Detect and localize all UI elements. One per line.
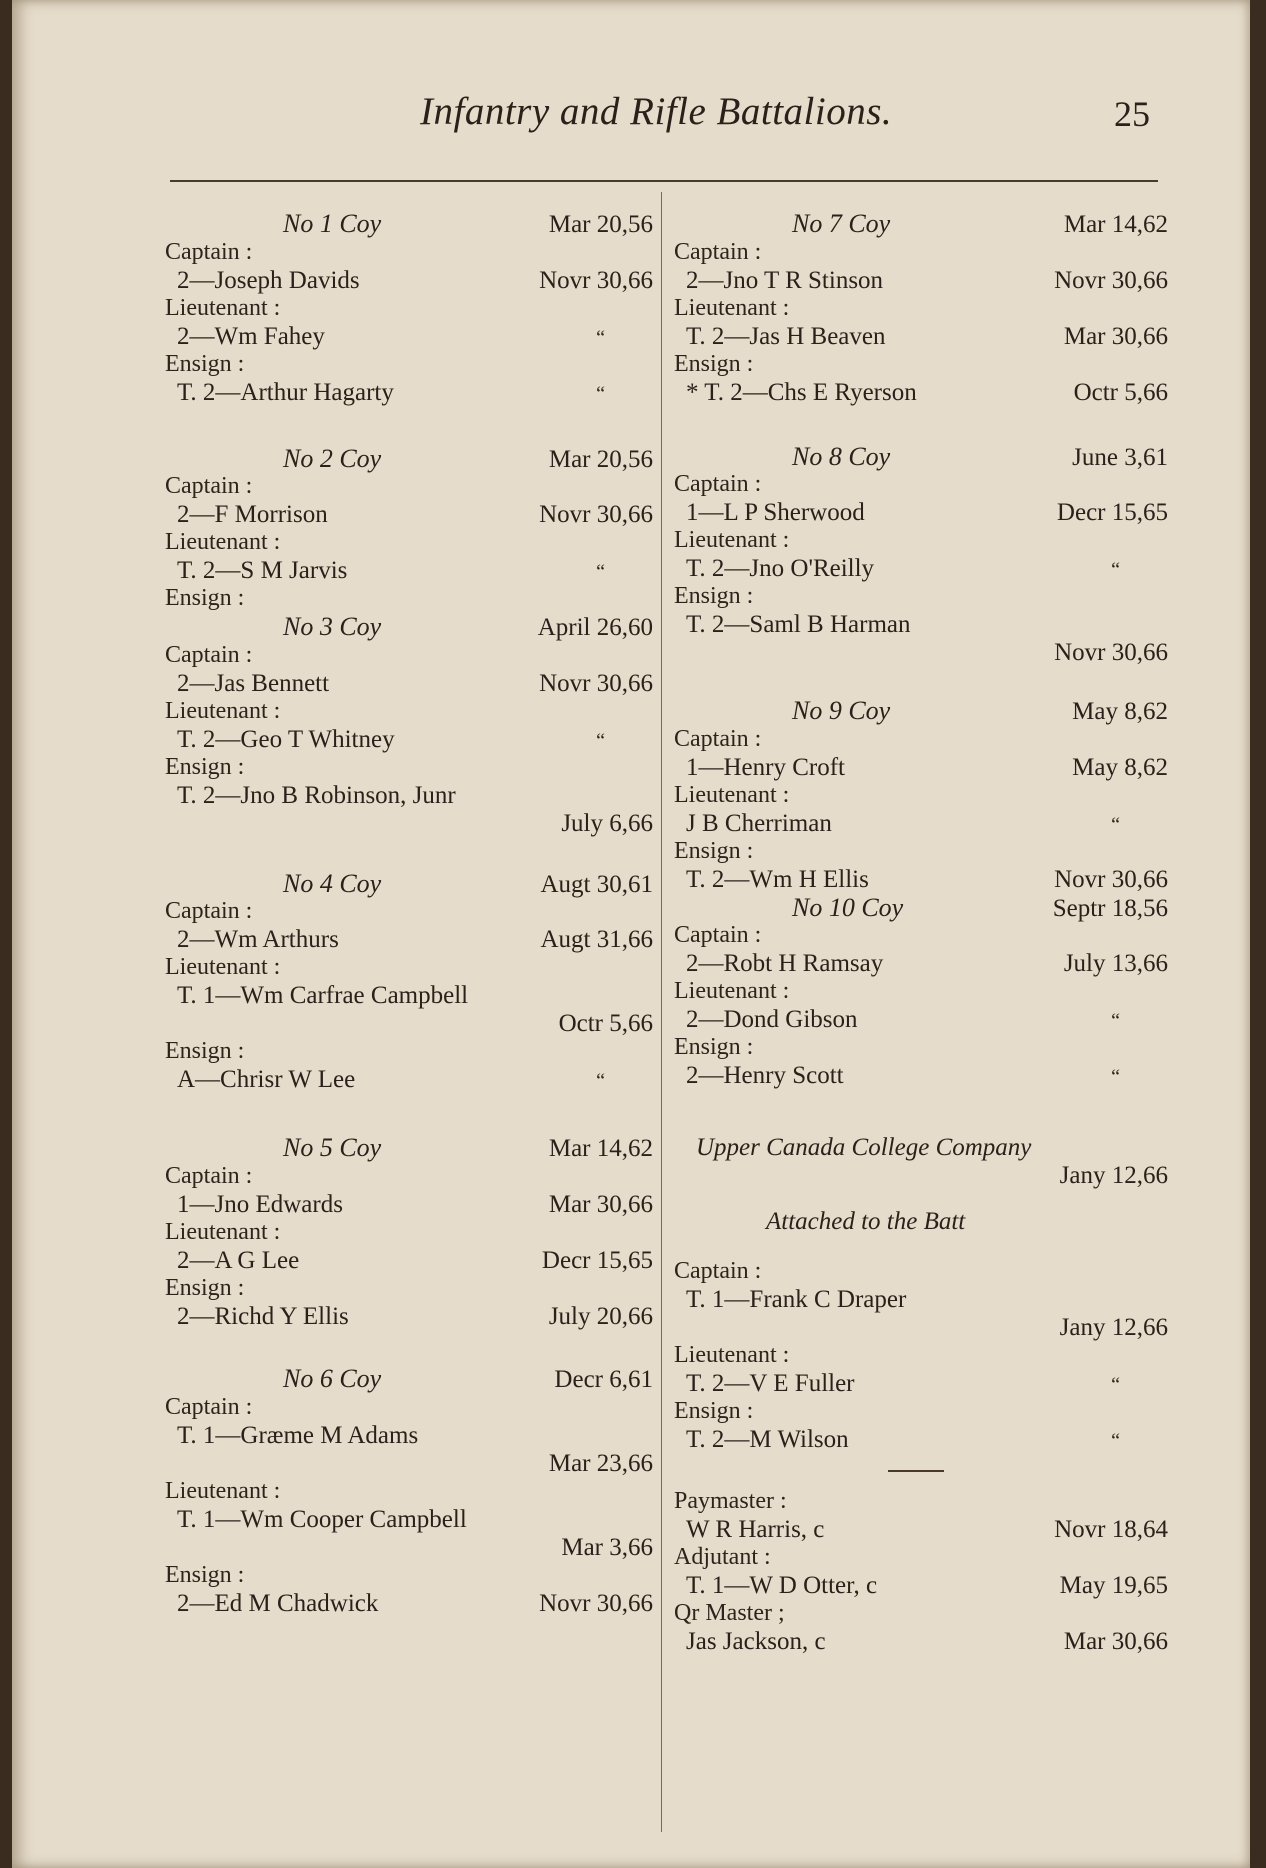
officer-date: Novr 30,66: [539, 266, 653, 294]
officer-date: Decr 15,65: [1056, 499, 1168, 527]
officer-date: Jany 12,66: [1059, 1314, 1168, 1342]
officer-name: T. 2—Jno O'Reilly: [686, 555, 875, 583]
officer-name: T. 2—Arthur Hagarty: [177, 378, 394, 406]
officer-name: 2—Joseph Davids: [177, 266, 360, 294]
officer-name: 1—Henry Croft: [686, 753, 845, 781]
officer-date: May 19,65: [1059, 1572, 1168, 1600]
ditto-mark: “: [1111, 1374, 1120, 1397]
company-date: Mar 20,56: [548, 445, 653, 473]
officer-date: Mar 30,66: [548, 1190, 653, 1218]
rank-label: Captain :: [674, 725, 762, 752]
college-company-heading: Upper Canada College Company: [696, 1134, 1032, 1162]
officer-date: Novr 30,66: [539, 501, 653, 529]
rank-label: Captain :: [165, 473, 253, 500]
officer-name: * T. 2—Chs E Ryerson: [686, 378, 917, 406]
company-date: Mar 14,62: [1063, 211, 1168, 238]
company-heading: No 5 Coy: [283, 1133, 382, 1163]
rank-label: Captain :: [165, 238, 253, 265]
officer-name: T. 2—S M Jarvis: [177, 557, 348, 585]
officer-name: T. 2—M Wilson: [686, 1426, 849, 1454]
right-column: [674, 210, 1168, 1656]
company-date: Augt 30,61: [540, 870, 653, 898]
rank-label: Ensign :: [165, 1561, 245, 1588]
rank-label: Lieutenant :: [674, 781, 790, 808]
company-block: [674, 210, 1168, 407]
company-heading: No 3 Coy: [283, 612, 382, 642]
officer-name: T. 1—Wm Carfrae Campbell: [177, 982, 469, 1010]
officer-name: T. 2—Jas H Beaven: [686, 322, 886, 350]
officer-date: Decr 15,65: [541, 1246, 653, 1274]
rank-label: Lieutenant :: [674, 1342, 790, 1369]
company-heading: No 1 Coy: [283, 209, 382, 238]
column-divider: [661, 192, 662, 1832]
ditto-mark: “: [596, 326, 605, 349]
page-title: Infantry and Rifle Battalions.: [420, 90, 893, 133]
company-date: Mar 20,56: [548, 211, 653, 238]
rank-label: Ensign :: [674, 350, 754, 377]
rank-label: Captain :: [165, 641, 253, 668]
officer-name: 2—Henry Scott: [686, 1062, 844, 1090]
company-block: [165, 1365, 653, 1618]
company-block: [165, 613, 653, 838]
rank-label: Captain :: [165, 1393, 253, 1420]
rank-label: Ensign :: [165, 753, 245, 780]
company-date: Decr 6,61: [554, 1365, 653, 1393]
company-heading: No 10 Coy: [792, 892, 904, 922]
officer-date: July 13,66: [1063, 950, 1168, 978]
officer-name: 2—Robt H Ramsay: [686, 950, 884, 978]
officer-name: 2—Richd Y Ellis: [177, 1302, 349, 1330]
officer-name: 2—Jno T R Stinson: [686, 266, 884, 294]
company-heading: No 7 Coy: [792, 209, 891, 238]
officer-name: 2—Wm Fahey: [177, 322, 325, 350]
rank-label: Lieutenant :: [165, 1477, 281, 1504]
rank-label: Captain :: [165, 898, 253, 925]
officer-date: Mar 30,66: [1063, 322, 1168, 350]
officer-name: 2—Wm Arthurs: [177, 926, 339, 954]
left-column: [165, 210, 653, 1618]
officer-name: 2—Ed M Chadwick: [177, 1589, 379, 1617]
company-heading: No 6 Coy: [283, 1363, 382, 1393]
company-block: [674, 443, 1168, 668]
officer-name: 2—F Morrison: [177, 501, 328, 529]
officer-name: A—Chrisr W Lee: [177, 1066, 356, 1094]
rank-label: Qr Master ;: [674, 1600, 785, 1627]
staff-block: [674, 1488, 1168, 1656]
rank-label: Ensign :: [674, 1034, 754, 1061]
rank-label: Lieutenant :: [165, 697, 281, 724]
rank-label: Captain :: [674, 922, 762, 949]
company-block: [674, 697, 1168, 894]
officer-date: Octr 5,66: [558, 1010, 653, 1038]
officer-name: W R Harris, c: [686, 1516, 825, 1544]
officer-date: Octr 5,66: [1073, 378, 1168, 406]
company-heading: No 4 Coy: [283, 868, 382, 898]
document-page: [12, 0, 1250, 1868]
company-block: [674, 894, 1168, 1091]
ditto-mark: “: [596, 382, 605, 405]
ditto-mark: “: [1111, 559, 1120, 582]
officer-date: Augt 31,66: [540, 926, 653, 954]
officer-name: T. 1—W D Otter, c: [686, 1572, 878, 1600]
rank-label: Ensign :: [165, 585, 245, 612]
rank-label: Captain :: [674, 471, 762, 498]
company-date: May 8,62: [1072, 698, 1168, 726]
officer-name: Jas Jackson, c: [686, 1628, 826, 1656]
officer-date: Novr 30,66: [1054, 639, 1168, 667]
attached-note: Attached to the Batt: [766, 1208, 966, 1236]
officer-name: J B Cherriman: [686, 809, 832, 837]
rank-label: Ensign :: [165, 350, 245, 377]
company-date: Jany 12,66: [1059, 1162, 1168, 1190]
college-company-block: [674, 1134, 1168, 1454]
ditto-mark: “: [1111, 1010, 1120, 1033]
ditto-mark: “: [596, 561, 605, 584]
company-block: [165, 445, 653, 614]
rank-label: Lieutenant :: [165, 529, 281, 556]
officer-name: 1—L P Sherwood: [686, 499, 865, 527]
ditto-mark: “: [1111, 813, 1120, 836]
officer-name: T. 1—Græme M Adams: [177, 1421, 419, 1449]
company-heading: No 2 Coy: [283, 443, 382, 473]
officer-name: T. 1—Wm Cooper Campbell: [177, 1505, 467, 1533]
rank-label: Ensign :: [674, 1398, 754, 1425]
officer-name: 2—Dond Gibson: [686, 1006, 858, 1034]
rank-label: Captain :: [674, 1258, 762, 1285]
officer-name: 2—A G Lee: [177, 1246, 300, 1274]
ditto-mark: “: [1111, 1430, 1120, 1453]
officer-date: Novr 30,66: [539, 1589, 653, 1617]
officer-name: T. 2—Saml B Harman: [686, 611, 911, 639]
ditto-mark: “: [596, 729, 605, 752]
rank-label: Lieutenant :: [674, 527, 790, 554]
company-heading: No 9 Coy: [792, 696, 891, 726]
officer-name: T. 1—Frank C Draper: [686, 1286, 907, 1314]
rank-label: Lieutenant :: [674, 294, 790, 321]
officer-name: T. 2—Geo T Whitney: [177, 725, 395, 753]
officer-date: July 20,66: [548, 1302, 653, 1330]
company-block: [165, 870, 653, 1095]
ditto-mark: “: [1111, 1066, 1120, 1089]
header-rule: [170, 180, 1158, 182]
company-date: June 3,61: [1072, 443, 1168, 471]
officer-date: Novr 18,64: [1054, 1516, 1168, 1544]
officer-name: T. 2—Jno B Robinson, Junr: [177, 781, 456, 809]
company-date: Mar 14,62: [548, 1135, 653, 1163]
page-number: 25: [1114, 94, 1150, 134]
officer-date: Mar 30,66: [1063, 1628, 1168, 1656]
officer-date: May 8,62: [1072, 753, 1168, 781]
rank-label: Captain :: [674, 238, 762, 265]
officer-date: Novr 30,66: [1054, 266, 1168, 294]
company-date: April 26,60: [537, 614, 653, 642]
officer-date: Novr 30,66: [539, 669, 653, 697]
rank-label: Ensign :: [674, 837, 754, 864]
officer-date: July 6,66: [561, 809, 653, 837]
company-block: [165, 1134, 653, 1331]
page-header: [12, 85, 1250, 145]
officer-name: 2—Jas Bennett: [177, 669, 330, 697]
rank-label: Adjutant :: [674, 1544, 771, 1571]
rank-label: Lieutenant :: [165, 954, 281, 981]
rank-label: Lieutenant :: [674, 978, 790, 1005]
officer-date: Mar 3,66: [561, 1533, 653, 1561]
rank-label: Paymaster :: [674, 1488, 787, 1515]
company-date: Septr 18,56: [1052, 894, 1168, 922]
rank-label: Ensign :: [165, 1274, 245, 1301]
officer-date: Mar 23,66: [548, 1449, 653, 1477]
officer-name: T. 2—V E Fuller: [686, 1370, 855, 1398]
officer-name: T. 2—Wm H Ellis: [686, 865, 869, 893]
rank-label: Ensign :: [674, 583, 754, 610]
company-block: [165, 210, 653, 407]
rank-label: Lieutenant :: [165, 294, 281, 321]
officer-name: 1—Jno Edwards: [177, 1190, 343, 1218]
officer-date: Novr 30,66: [1054, 865, 1168, 893]
company-heading: No 8 Coy: [792, 441, 891, 471]
rank-label: Captain :: [165, 1162, 253, 1189]
rank-label: Ensign :: [165, 1038, 245, 1065]
ditto-mark: “: [596, 1070, 605, 1093]
section-rule: [888, 1470, 944, 1472]
rank-label: Lieutenant :: [165, 1218, 281, 1245]
